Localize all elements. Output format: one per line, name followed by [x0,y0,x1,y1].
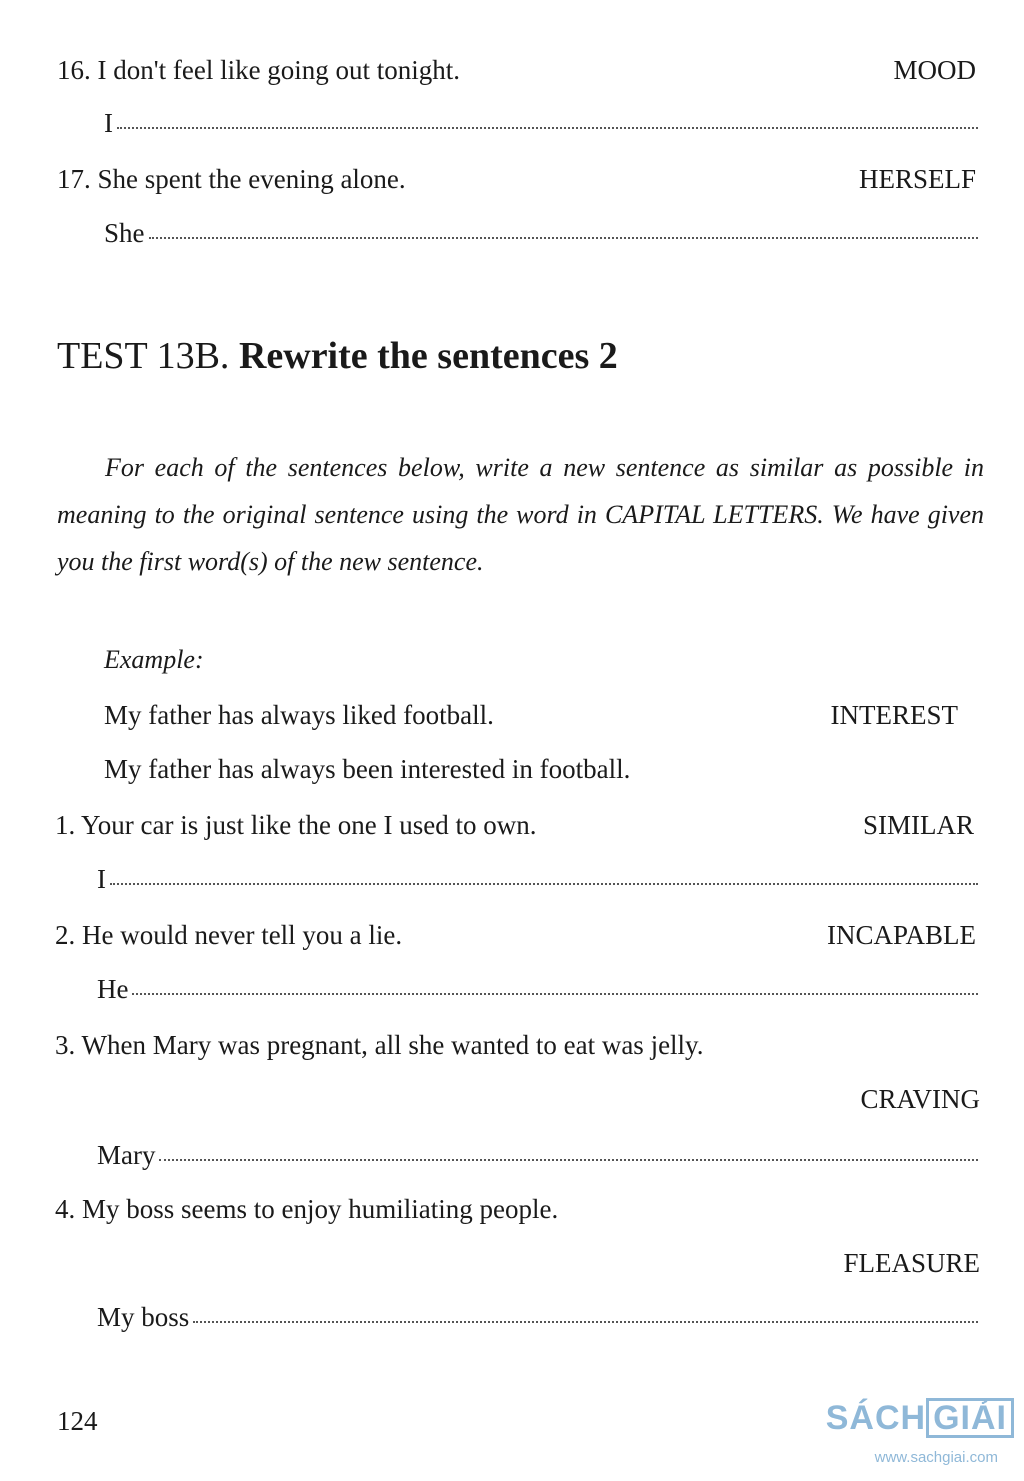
answer-dotted-line [132,993,978,995]
item-4-answer-lead: My boss [97,1302,190,1332]
item-3-answer-line[interactable] [97,1140,978,1171]
item-2-sentence: 2. He would never tell you a lie. [55,920,403,950]
item-16-sentence: 16. I don't feel like going out tonight. [57,55,461,85]
watermark-url: www.sachgiai.com [874,1449,998,1466]
item-2-keyword: INCAPABLE [826,920,976,950]
watermark-logo [826,1398,1014,1438]
example-label: Example: [104,645,204,674]
watermark-brand-right: GIẢI [926,1398,1014,1438]
item-3-sentence: 3. When Mary was pregnant, all she wanted to eat was jelly. [55,1030,704,1060]
item-17-answer-line[interactable] [104,218,978,249]
item-1-sentence: 1. Your car is just like the one I used to own. [55,810,537,840]
item-1-keyword: SIMILAR [862,810,974,840]
answer-dotted-line [149,237,979,239]
instructions: For each of the sentences below, write a new sentence as similar as possible in meaning to the original sentence using the word in CAPITAL LETTERS. We have given you the first word(s) of the new sentence. [57,453,984,576]
example-keyword: INTEREST [830,700,958,730]
item-4-sentence: 4. My boss seems to enjoy humiliating people. [55,1194,559,1224]
item-16-keyword: MOOD [893,55,976,85]
example-answer: My father has always been interested in football. [104,754,631,784]
answer-dotted-line [193,1321,978,1323]
watermark-brand-left: SÁCH [825,1399,927,1437]
item-17-answer-lead: She [104,218,145,248]
test-title [57,334,618,378]
test-title-name: Rewrite the sentences 2 [238,335,618,377]
answer-dotted-line [110,883,978,885]
item-1-answer-line[interactable] [97,864,978,895]
page-number: 124 [57,1406,98,1436]
item-17-sentence: 17. She spent the evening alone. [57,164,406,194]
item-4-answer-line[interactable] [97,1302,978,1333]
item-17-keyword: HERSELF [858,164,976,194]
item-2-answer-line[interactable] [97,974,978,1005]
item-4-keyword: FLEASURE [843,1248,980,1278]
example-sentence: My father has always liked football. [104,700,494,730]
item-3-answer-lead: Mary [97,1140,156,1170]
answer-dotted-line [117,127,978,129]
test-title-number: TEST 13B. [57,335,230,377]
item-2-answer-lead: He [97,974,129,1004]
item-3-keyword: CRAVING [860,1084,980,1114]
answer-dotted-line [159,1159,978,1161]
item-1-answer-lead: I [97,864,106,894]
item-16-answer-lead: I [104,108,113,138]
item-16-answer-line[interactable] [104,108,978,139]
